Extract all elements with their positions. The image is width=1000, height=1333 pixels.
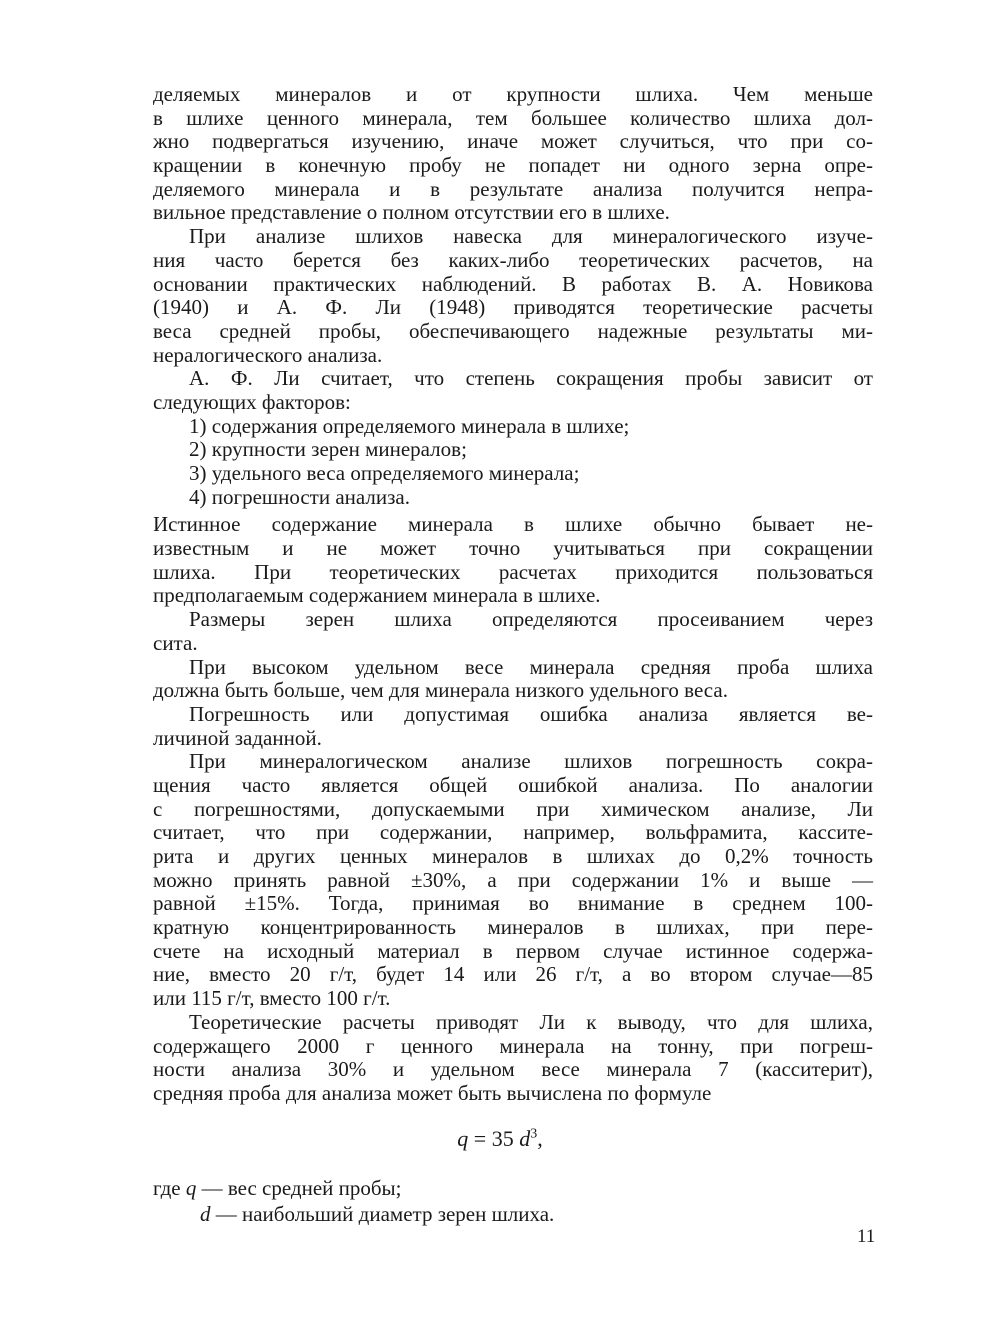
text-line: ности анализа 30% и удельном весе минерала 7 (касситерит), (153, 1057, 873, 1082)
text-line: счете на исходный материал в первом случае истинное содержа- (153, 938, 873, 963)
text-line: или 115 г/т, вместо 100 г/т. (153, 986, 391, 1011)
text-line: ние, вместо 20 г/т, будет 14 или 26 г/т, а во втором случае—85 (153, 962, 873, 987)
text-line: содержащего 2000 г ценного минерала на тонну, при погреш- (153, 1033, 873, 1058)
text-line: рита и других ценных минералов в шлихах до 0,2% точность (153, 844, 873, 868)
text-line: должна быть больше, чем для минерала низкого удельного веса. (153, 678, 728, 703)
text-line: ния часто берется без каких-либо теоретических расчетов, на (153, 247, 873, 272)
text-line: сита. (153, 630, 198, 655)
text-line: личиной заданной. (153, 725, 322, 750)
legend-var-d: d (200, 1202, 211, 1226)
text-line: средняя проба для анализа может быть вычислена по формуле (153, 1080, 712, 1105)
text-line: 1) содержания определяемого минерала в шлихе; (189, 413, 630, 438)
formula (0, 1126, 1000, 1152)
text-line: Теоретические расчеты приводят Ли к выводу, что для шлиха, (189, 1009, 873, 1034)
legend-row-q (153, 1175, 554, 1201)
formula-legend (153, 1175, 554, 1227)
formula-var: d (519, 1126, 531, 1151)
text-line: предполагаемым содержанием минерала в шлихе. (153, 583, 601, 608)
text-line: Погрешность или допустимая ошибка анализа является ве- (189, 701, 873, 726)
text-line: Истинное содержание минерала в шлихе обычно бывает не- (153, 512, 873, 537)
text-line: (1940) и А. Ф. Ли (1948) приводятся теоретические расчеты (153, 295, 873, 320)
formula-tail: , (537, 1126, 543, 1151)
text-line: кращении в конечную пробу не попадет ни одного зерна опре- (153, 153, 873, 178)
paragraph (153, 750, 873, 1011)
text-line: При анализе шлихов навеска для минералогического изуче- (189, 224, 873, 249)
text-line: жно подвергаться изучению, иначе может случиться, что при со- (153, 129, 873, 154)
text-line: деляемых минералов и от крупности шлиха. Чем меньше (153, 82, 873, 106)
formula-lhs: q (457, 1126, 469, 1151)
legend-row-d (153, 1201, 554, 1227)
paragraph (153, 83, 873, 225)
text-line: При минералогическом анализе шлихов погрешность сокра- (189, 749, 873, 774)
paragraph (153, 703, 873, 750)
text-line: При высоком удельном весе минерала средняя проба шлиха (189, 654, 873, 679)
page-number: 11 (857, 1226, 876, 1247)
legend-text-q: — вес средней пробы; (196, 1176, 402, 1200)
text-line: считает, что при содержании, например, вольфрамита, кассите- (153, 820, 873, 845)
text-line: 4) погрешности анализа. (189, 484, 410, 509)
text-line: следующих факторов: (153, 389, 351, 414)
paragraph (153, 513, 873, 608)
list-item (153, 462, 873, 486)
text-line: вильное представление о полном отсутствии его в шлихе. (153, 200, 670, 225)
text-line: А. Ф. Ли считает, что степень сокращения пробы зависит от (189, 366, 873, 391)
formula-exponent: 3 (530, 1126, 538, 1142)
text-line: деляемого минерала и в результате анализа получится непра- (153, 176, 873, 201)
paragraph (153, 608, 873, 655)
list-item (153, 415, 873, 439)
paragraph (153, 225, 873, 367)
list-item (153, 438, 873, 462)
text-line: 2) крупности зерен минералов; (189, 437, 467, 462)
paragraph (153, 367, 873, 414)
text-line: основании практических наблюдений. В работах В. А. Новикова (153, 271, 873, 296)
legend-var-q: q (185, 1176, 197, 1200)
text-line: в шлихе ценного минерала, тем большее количество шлиха дол- (153, 105, 873, 130)
paragraph (153, 1011, 873, 1106)
text-line: кратную концентрированность минералов в шлихах, при пере- (153, 915, 873, 940)
text-line: 3) удельного веса определяемого минерала; (189, 461, 580, 485)
text-line: веса средней пробы, обеспечивающего надежные результаты ми- (153, 318, 873, 343)
text-line: шлиха. При теоретических расчетах приходится пользоваться (153, 559, 873, 584)
legend-text-d: — наибольший диаметр зерен шлиха. (210, 1202, 555, 1226)
text-line: Размеры зерен шлиха определяются просеиванием через (189, 607, 873, 632)
text-line: равной ±15%. Тогда, принимая во внимание в среднем 100- (153, 891, 873, 916)
text-line: можно принять равной ±30%, а при содержании 1% и выше — (153, 867, 873, 892)
text-line: нералогического анализа. (153, 342, 383, 367)
body-text (153, 83, 873, 1106)
paragraph (153, 656, 873, 703)
where-label: где (153, 1176, 186, 1200)
list-item (153, 486, 873, 510)
text-line: известным и не может точно учитываться при сокращении (153, 536, 873, 561)
formula-eq: = 35 (468, 1126, 520, 1151)
text-line: с погрешностями, допускаемыми при химическом анализе, Ли (153, 796, 873, 821)
text-line: щения часто является общей ошибкой анализа. По аналогии (153, 772, 873, 797)
